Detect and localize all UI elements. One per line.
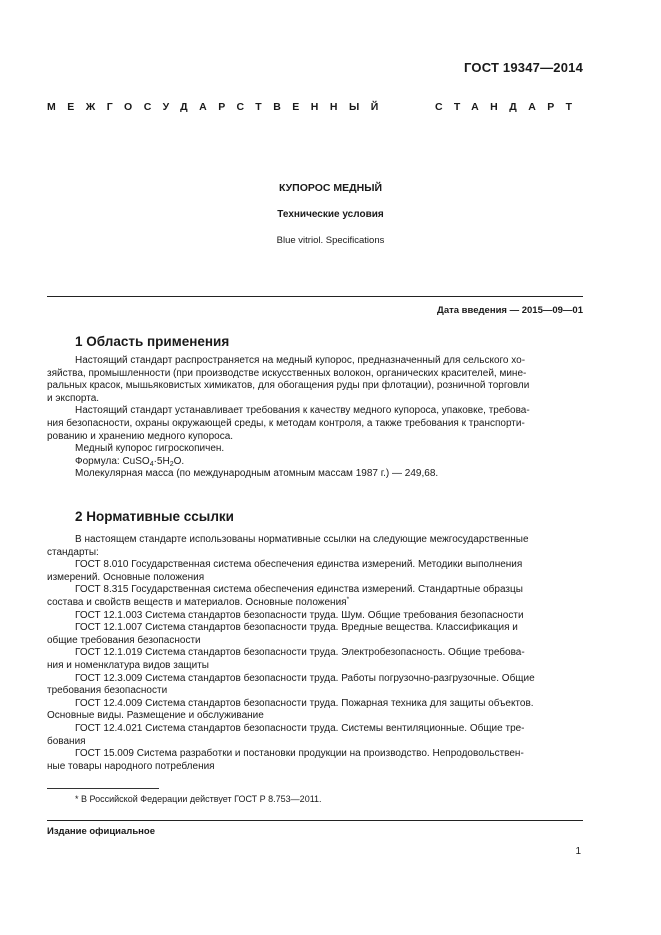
- text-line: Медный купорос гигроскопичен.: [75, 443, 225, 455]
- formula-subscript: 4: [149, 460, 154, 468]
- formula-text: ·5H: [153, 455, 170, 467]
- reference-item: [47, 597, 583, 610]
- reference-item: ГОСТ 12.4.009 Система стандартов безопасности труда. Пожарная техника для защиты объектов.: [75, 697, 534, 709]
- reference-item: ГОСТ 8.315 Государственная система обеспечения единства измерений. Стандартные образцы: [75, 584, 523, 596]
- section-2-heading: 2 Нормативные ссылки: [75, 509, 234, 524]
- reference-item: ГОСТ 12.3.009 Система стандартов безопасности труда. Работы погрузочно-разгрузочные. Общие: [75, 672, 535, 684]
- reference-item: ГОСТ 15.009 Система разработки и постановки продукции на производство. Непродовольствен-: [75, 748, 524, 760]
- document-subtitle: Технические условия: [277, 209, 384, 220]
- divider-top: [47, 296, 583, 297]
- formula-line: [47, 456, 583, 469]
- reference-item: общие требования безопасности: [47, 634, 201, 646]
- reference-item: требования безопасности: [47, 685, 168, 697]
- formula-subscript: 2: [169, 460, 174, 468]
- text-line: ния безопасности, охраны окружающей среды, к методам контроля, а также требования к транспорти-: [47, 417, 525, 429]
- document-title: КУПОРОС МЕДНЫЙ: [278, 182, 383, 194]
- standard-number: ГОСТ 19347—2014: [464, 60, 583, 75]
- text-line: Настоящий стандарт устанавливает требования к качеству медного купороса, упаковке, требова-: [75, 405, 530, 417]
- reference-item: ГОСТ 12.1.019 Система стандартов безопасности труда. Электробезопасность. Общие требова-: [75, 647, 525, 659]
- reference-item: ГОСТ 12.1.007 Система стандартов безопасности труда. Вредные вещества. Классификация и: [75, 622, 518, 634]
- text-line: ральных красок, мышьяковистых химикатов, для обогащения руды при флотации), розничной торговли: [47, 380, 530, 392]
- footnote: * В Российской Федерации действует ГОСТ Р 8.753—2011.: [75, 794, 322, 804]
- english-title: Blue vitriol. Specifications: [276, 235, 385, 246]
- footnote-divider: [47, 788, 159, 789]
- text-line: зяйства, промышленности (при производстве искусственных волокон, органических красителей, мине-: [47, 367, 527, 379]
- text-line: рованию и хранению медного купороса.: [47, 430, 234, 442]
- reference-item: измерений. Основные положения: [47, 571, 205, 583]
- section-1-heading: 1 Область применения: [75, 334, 230, 349]
- reference-item: Основные виды. Размещение и обслуживание: [47, 710, 264, 722]
- reference-item: ГОСТ 12.1.003 Система стандартов безопасности труда. Шум. Общие требования безопасности: [75, 609, 524, 621]
- text-line: и экспорта.: [47, 392, 100, 404]
- formula-text: O.: [173, 455, 185, 467]
- text-line: Молекулярная масса (по международным атомным массам 1987 г.) — 249,68.: [75, 468, 439, 480]
- formula-text: Формула: CuSO: [75, 455, 150, 467]
- text-line: В настоящем стандарте использованы нормативные ссылки на следующие межгосударственные: [75, 534, 529, 545]
- reference-item: ния и номенклатура видов защиты: [47, 659, 209, 671]
- standard-word: СТАНДАРТ: [435, 101, 584, 113]
- text-line: стандарты:: [47, 546, 99, 558]
- divider-bottom: [47, 820, 583, 821]
- page-number: 1: [575, 846, 581, 857]
- section-1-body: [47, 355, 583, 481]
- reference-item: бования: [47, 735, 86, 747]
- reference-item: ГОСТ 12.4.021 Система стандартов безопасности труда. Системы вентиляционные. Общие тре-: [75, 722, 525, 734]
- section-2-body: [47, 534, 583, 773]
- footnote-mark: *: [346, 595, 350, 603]
- reference-item: ные товары народного потребления: [47, 760, 215, 772]
- reference-text: состава и свойств веществ и материалов. Основные положения: [47, 596, 347, 608]
- introduction-date: Дата введения — 2015—09—01: [437, 305, 583, 316]
- text-line: Настоящий стандарт распространяется на медный купорос, предназначенный для сельского хо-: [75, 355, 526, 366]
- reference-item: ГОСТ 8.010 Государственная система обеспечения единства измерений. Методики выполнения: [75, 559, 523, 571]
- edition-label: Издание официальное: [47, 826, 155, 837]
- interstate-word: МЕЖГОСУДАРСТВЕННЫЙ: [47, 101, 390, 113]
